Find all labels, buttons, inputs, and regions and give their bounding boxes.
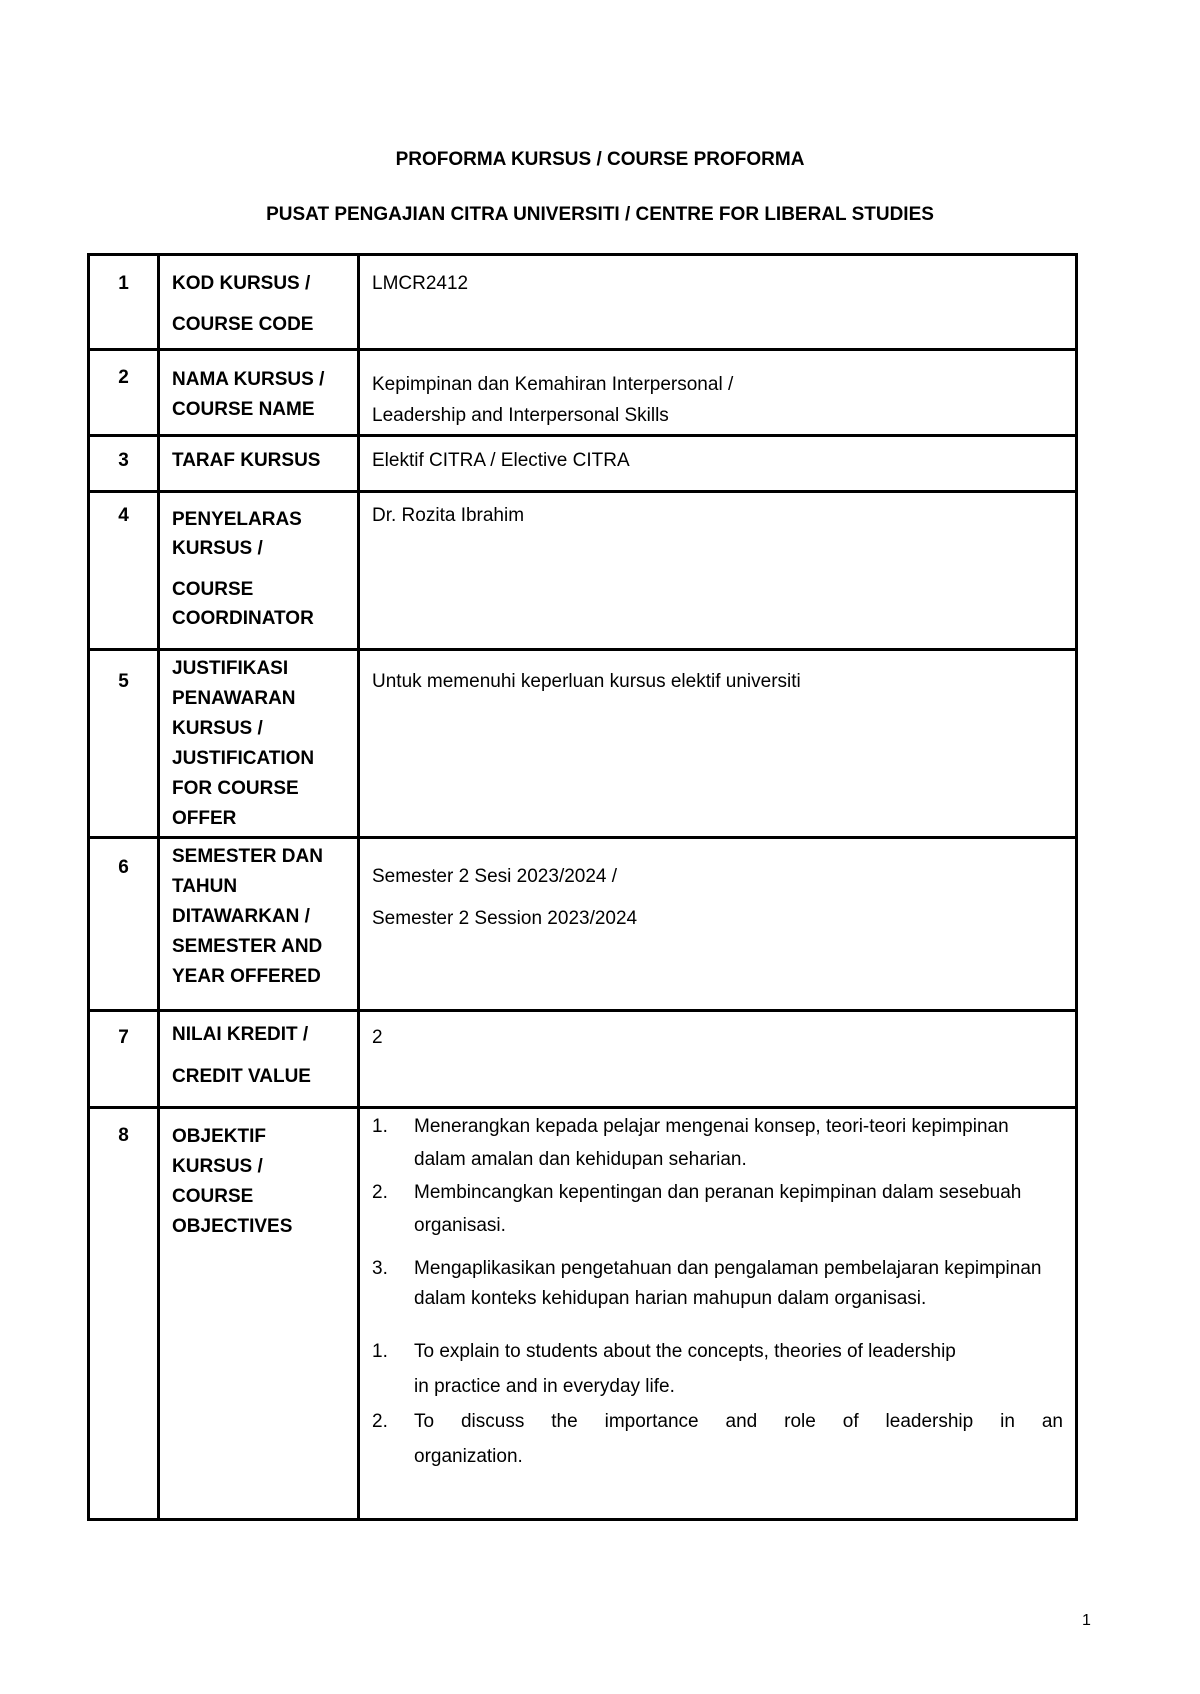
page-number: 1 — [1082, 1612, 1091, 1629]
row-number: 1 — [118, 273, 129, 294]
course-name-value: Kepimpinan dan Kemahiran Interpersonal / Leadership and Interpersonal Skills — [372, 374, 734, 426]
list-item-text-continued: in practice and in everyday life. — [414, 1376, 675, 1397]
objectives-list-malay — [372, 1110, 1063, 1314]
list-item-text-continued: organization. — [414, 1446, 523, 1467]
list-item-text: Membincangkan kepentingan dan peranan kepimpinan dalam sesebuah organisasi. — [414, 1182, 1022, 1236]
course-status-label: TARAF KURSUS — [172, 450, 321, 471]
document-subtitle: PUSAT PENGAJIAN CITRA UNIVERSITI / CENTRE FOR LIBERAL STUDIES — [266, 204, 934, 225]
list-item-number: 1. — [372, 1116, 388, 1137]
table-row — [89, 1108, 1077, 1520]
list-item — [372, 1404, 1063, 1474]
course-coordinator-label: PENYELARAS KURSUS / COURSE COORDINATOR — [172, 509, 314, 629]
list-item-text: To discuss the importance and role of leadership in an — [414, 1411, 1063, 1432]
list-item-number: 3. — [372, 1258, 388, 1279]
document-title: PROFORMA KURSUS / COURSE PROFORMA — [395, 149, 805, 170]
credit-value-label: NILAI KREDIT / CREDIT VALUE — [172, 1024, 311, 1087]
list-item-text: Mengaplikasikan pengetahuan dan pengalaman pembelajaran kepimpinan dalam konteks kehidupan harian mahupun dalam organisasi. — [414, 1258, 1042, 1309]
list-item-text: To explain to students about the concepts, theories of leadership — [414, 1341, 956, 1362]
semester-year-label: SEMESTER DAN TAHUN DITAWARKAN / SEMESTER AND YEAR OFFERED — [172, 846, 323, 987]
credit-value-value: 2 — [372, 1027, 383, 1048]
course-proforma-table — [87, 253, 1078, 1521]
list-item-number: 1. — [372, 1341, 388, 1362]
list-item-number: 2. — [372, 1411, 388, 1432]
table-row — [89, 838, 1077, 1011]
course-coordinator-value: Dr. Rozita Ibrahim — [372, 505, 525, 526]
table-row — [89, 492, 1077, 650]
row-number: 3 — [118, 450, 129, 471]
table-row — [89, 1011, 1077, 1108]
list-item-text: Menerangkan kepada pelajar mengenai konsep, teori-teori kepimpinan dalam amalan dan kehidupan seharian. — [414, 1116, 1009, 1170]
table-row — [89, 650, 1077, 838]
course-justification-value: Untuk memenuhi keperluan kursus elektif universiti — [372, 671, 801, 692]
semester-year-value: Semester 2 Sesi 2023/2024 / Semester 2 Session 2023/2024 — [372, 866, 638, 929]
row-number: 6 — [118, 857, 129, 878]
row-number: 5 — [118, 671, 129, 692]
list-item-number: 2. — [372, 1182, 388, 1203]
table-row — [89, 255, 1077, 350]
row-number: 8 — [118, 1125, 129, 1146]
course-objectives-value — [372, 1109, 1063, 1474]
course-justification-label: JUSTIFIKASI PENAWARAN KURSUS / JUSTIFICATION FOR COURSE OFFER — [172, 658, 315, 829]
objectives-list-english — [372, 1334, 1063, 1474]
list-item — [372, 1176, 1063, 1242]
course-objectives-label: OBJEKTIF KURSUS / COURSE OBJECTIVES — [172, 1126, 293, 1237]
list-item — [372, 1254, 1063, 1314]
row-number: 2 — [118, 367, 129, 388]
table-row — [89, 436, 1077, 492]
course-name-label: NAMA KURSUS / COURSE NAME — [172, 369, 325, 420]
list-item — [372, 1110, 1063, 1176]
course-status-value: Elektif CITRA / Elective CITRA — [372, 450, 630, 471]
row-number: 7 — [118, 1027, 129, 1048]
list-item — [372, 1334, 1063, 1404]
course-code-label: KOD KURSUS / COURSE CODE — [172, 273, 314, 335]
course-code-value: LMCR2412 — [372, 273, 469, 294]
table-row — [89, 350, 1077, 436]
row-number: 4 — [118, 505, 129, 526]
